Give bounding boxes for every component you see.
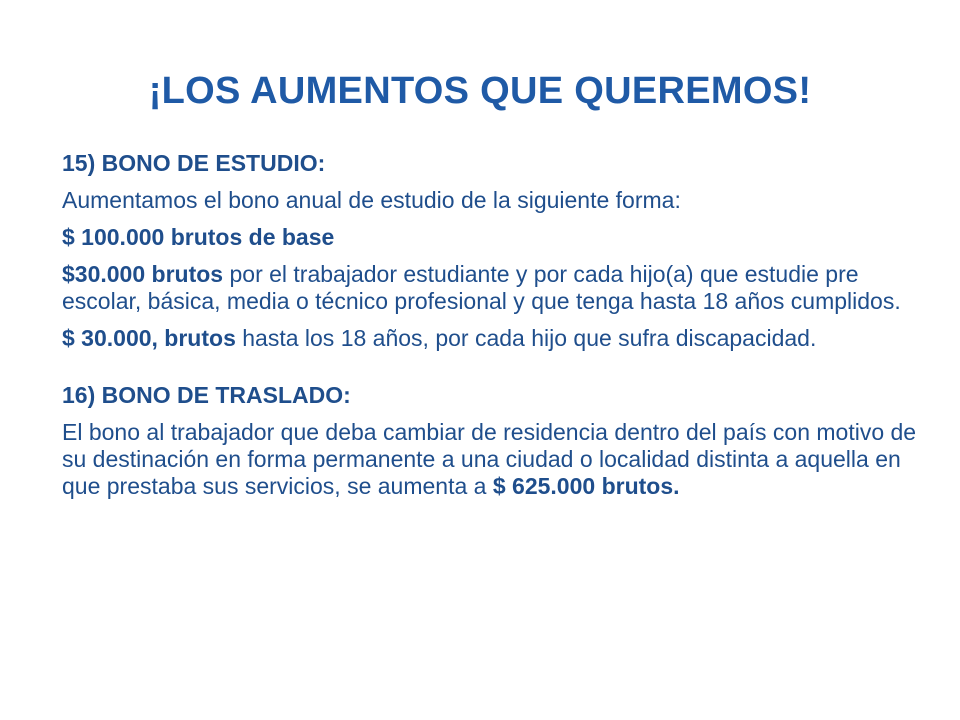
section-16-amount: $ 625.000 brutos. — [492, 473, 680, 499]
section-15-heading: 15) BONO DE ESTUDIO: — [62, 150, 326, 176]
section-15-student-text: por el trabajador estudiante y por cada hijo(a) que estudie pre escolar, básica, media o técnico profesional y que tenga hasta 18 años cumplidos. — [62, 261, 901, 314]
section-15-base-amount: $ 100.000 brutos de base — [62, 224, 335, 250]
section-16-paragraph — [62, 419, 922, 500]
section-15-intro: Aumentamos el bono anual de estudio de la siguiente forma: — [62, 187, 681, 213]
section-16-heading: 16) BONO DE TRASLADO: — [62, 382, 351, 408]
section-15-student-paragraph — [62, 261, 922, 315]
section-15-disability-amount: $ 30.000, brutos — [62, 325, 236, 351]
slide-title: ¡LOS AUMENTOS QUE QUEREMOS! — [148, 70, 812, 112]
section-15-student-amount: $30.000 brutos — [62, 261, 224, 287]
section-15-disability-paragraph — [62, 325, 922, 352]
section-16-text: El bono al trabajador que deba cambiar de residencia dentro del país con motivo de su destinación en forma permanente a una ciudad o localidad distinta a aquella en que prestaba sus servicios, se aumenta a — [62, 419, 917, 499]
slide-content — [62, 150, 922, 510]
section-15-disability-text: hasta los 18 años, por cada hijo que sufra discapacidad. — [235, 325, 817, 351]
